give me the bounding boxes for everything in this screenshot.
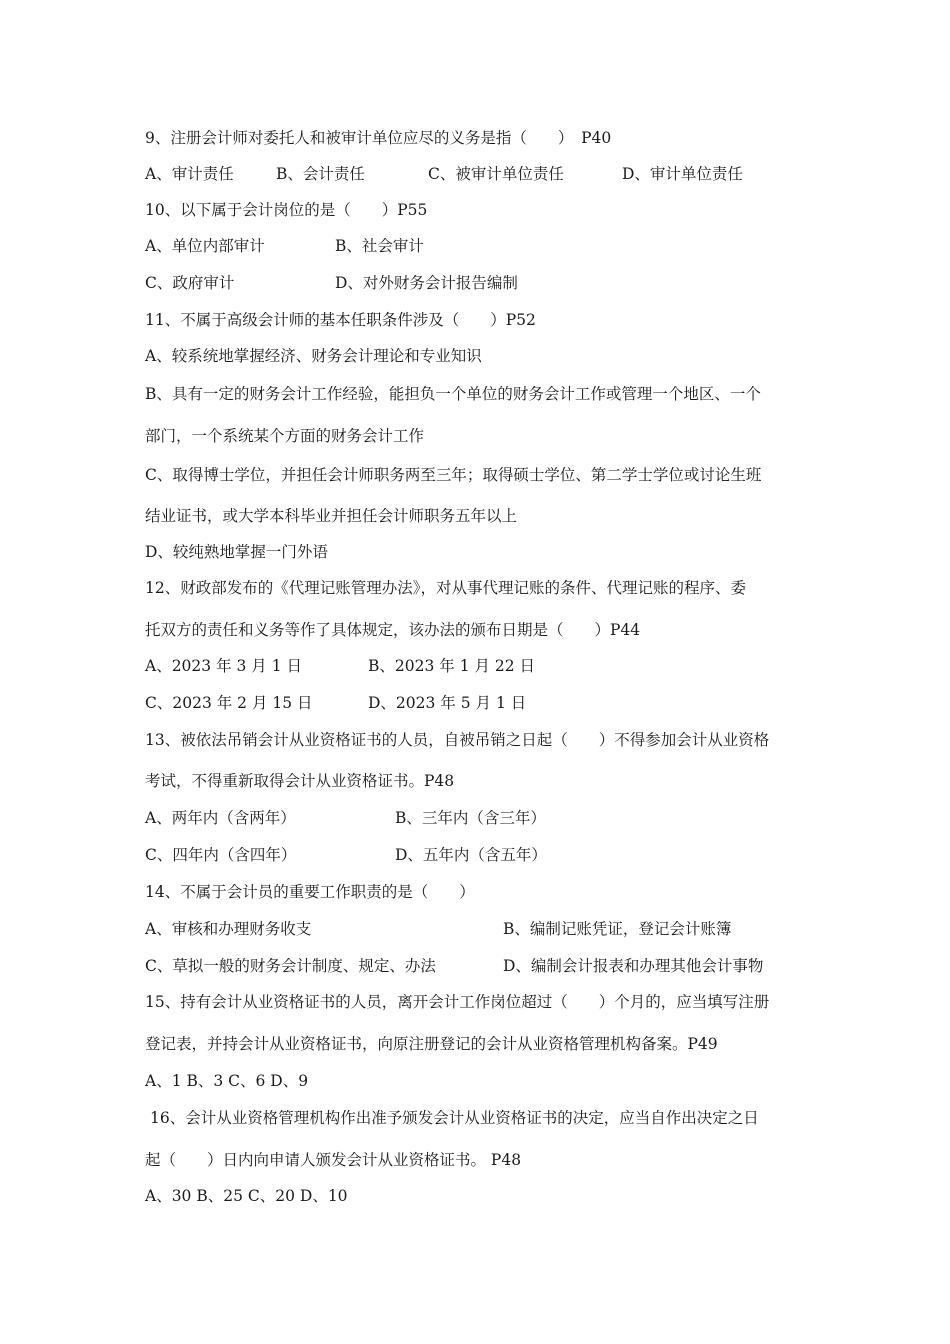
question-14-option-d: D、编制会计报表和办理其他会计事物	[503, 957, 764, 975]
question-12-option-d: D、2023 年 5 月 1 日	[368, 694, 527, 712]
question-9-option-d: D、审计单位责任	[622, 165, 743, 183]
question-12-stem-line1: 12、财政部发布的《代理记账管理办法》，对从事代理记账的条件、代理记账的程序、委	[145, 579, 746, 597]
question-14-option-b: B、编制记账凭证，登记会计账簿	[503, 920, 732, 938]
question-11-stem: 11、不属于高级会计师的基本任职条件涉及（ ）P52	[145, 311, 536, 329]
question-16-stem-line1: 16、会计从业资格管理机构作出准予颁发会计从业资格证书的决定，应当自作出决定之日	[150, 1109, 759, 1127]
question-15-stem-line1: 15、持有会计从业资格证书的人员，离开会计工作岗位超过（ ）个月的，应当填写注册	[145, 993, 770, 1011]
question-11-option-d: D、较纯熟地掌握一门外语	[145, 543, 328, 561]
question-13-option-a: A、两年内（含两年）	[145, 809, 296, 827]
question-14-stem: 14、不属于会计员的重要工作职责的是（ ）	[145, 883, 475, 901]
question-13-stem-line1: 13、被依法吊销会计从业资格证书的人员，自被吊销之日起（ ）不得参加会计从业资格	[145, 731, 770, 749]
question-14-option-c: C、草拟一般的财务会计制度、规定、办法	[145, 957, 436, 975]
question-9-option-a: A、审计责任	[145, 165, 234, 183]
question-14-option-a: A、审核和办理财务收支	[145, 920, 312, 938]
question-13-option-b: B、三年内（含三年）	[395, 809, 546, 827]
question-12-option-a: A、2023 年 3 月 1 日	[145, 657, 302, 675]
question-13-stem-line2: 考试，不得重新取得会计从业资格证书。P48	[145, 772, 455, 790]
question-11-option-b-line2: 部门，一个系统某个方面的财务会计工作	[145, 427, 425, 445]
question-9-option-c: C、被审计单位责任	[428, 165, 564, 183]
question-10-option-b: B、社会审计	[335, 237, 424, 255]
question-13-option-d: D、五年内（含五年）	[395, 846, 547, 864]
question-15-options: A、1 B、3 C、6 D、9	[145, 1072, 309, 1090]
question-9-stem: 9、注册会计师对委托人和被审计单位应尽的义务是指（ ） P40	[145, 129, 612, 147]
question-11-option-c-line1: C、取得博士学位，并担任会计师职务两至三年；取得硕士学位、第二学士学位或讨论生班	[145, 466, 762, 484]
question-11-option-c-line2: 结业证书，或大学本科毕业并担任会计师职务五年以上	[145, 507, 518, 525]
question-11-option-b-line1: B、具有一定的财务会计工作经验，能担负一个单位的财务会计工作或管理一个地区、一个	[145, 385, 761, 403]
question-15-stem-line2: 登记表，并持会计从业资格证书，向原注册登记的会计从业资格管理机构备案。P49	[145, 1035, 718, 1053]
question-12-option-c: C、2023 年 2 月 15 日	[145, 694, 313, 712]
question-10-option-c: C、政府审计	[145, 274, 235, 292]
question-16-options: A、30 B、25 C、20 D、10	[145, 1187, 348, 1205]
question-13-option-c: C、四年内（含四年）	[145, 846, 297, 864]
question-12-stem-line2: 托双方的责任和义务等作了具体规定，该办法的颁布日期是（ ）P44	[145, 621, 641, 639]
question-12-option-b: B、2023 年 1 月 22 日	[368, 657, 536, 675]
question-11-option-a: A、较系统地掌握经济、财务会计理论和专业知识	[145, 347, 482, 365]
question-10-stem: 10、以下属于会计岗位的是（ ）P55	[145, 201, 428, 219]
question-9-option-b: B、会计责任	[276, 165, 365, 183]
question-10-option-d: D、对外财务会计报告编制	[335, 274, 518, 292]
question-16-stem-line2: 起（ ）日内向申请人颁发会计从业资格证书。 P48	[145, 1151, 522, 1169]
question-10-option-a: A、单位内部审计	[145, 237, 265, 255]
